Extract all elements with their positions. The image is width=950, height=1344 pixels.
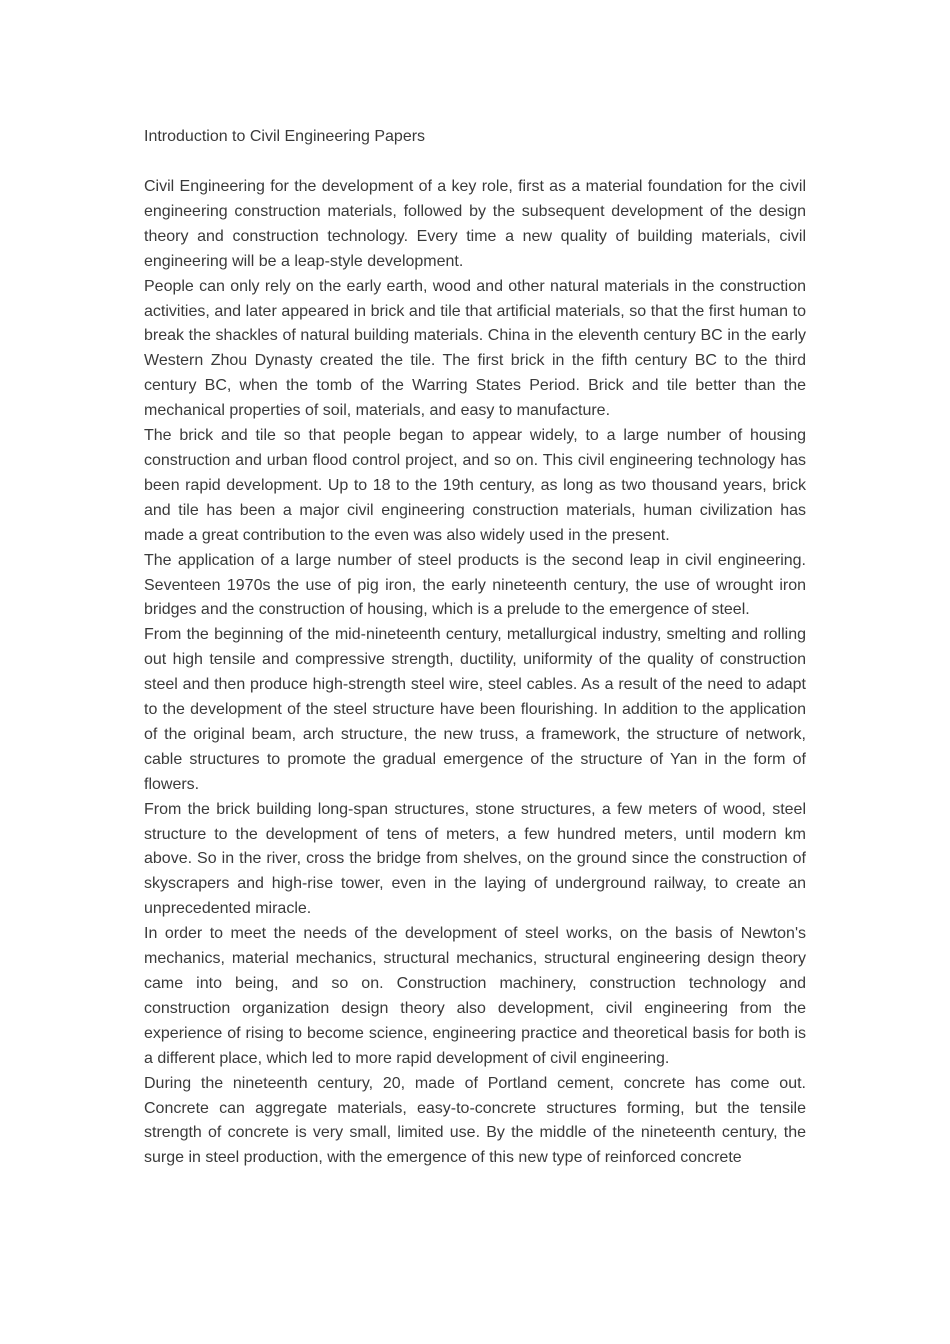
document-body	[144, 175, 806, 1171]
paragraph-1: Civil Engineering for the development of a key role, first as a material foundation for the civil engineering construction materials, followed by the subsequent development of the design theory and construction technology. Every time a new quality of building materials, civil engineering will be a leap-style development.	[144, 178, 806, 270]
paragraph-3: The brick and tile so that people began to appear widely, to a large number of housing construction and urban flood control project, and so on. This civil engineering technology has been rapid development. Up to 18 to the 19th century, as long as two thousand years, brick and tile has been a major civil engineering construction materials, human civilization has made a great contribution to the even was also widely used in the present.	[144, 427, 806, 544]
paragraph-4: The application of a large number of steel products is the second leap in civil engineering. Seventeen 1970s the use of pig iron, the early nineteenth century, the use of wrought iron bridges and the construction of housing, which is a prelude to the emergence of steel.	[144, 551, 806, 619]
paragraph-7: In order to meet the needs of the development of steel works, on the basis of Newton's mechanics, material mechanics, structural mechanics, structural engineering design theory came into being, and so on. Construction machinery, construction technology and construction organization design theory also development, civil engineering from the experience of rising to become science, engineering practice and theoretical basis for both is a different place, which led to more rapid development of civil engineering.	[144, 925, 806, 1067]
document-page	[144, 125, 806, 1171]
paragraph-2: People can only rely on the early earth, wood and other natural materials in the construction activities, and later appeared in brick and tile that artificial materials, so that the first human to break the shackles of natural building materials. China in the eleventh century BC in the early Western Zhou Dynasty created the tile. The first brick in the fifth century BC to the third century BC, when the tomb of the Warring States Period. Brick and tile better than the mechanical properties of soil, materials, and easy to manufacture.	[144, 277, 806, 420]
document-title: Introduction to Civil Engineering Papers	[144, 128, 426, 145]
paragraph-8: During the nineteenth century, 20, made of Portland cement, concrete has come out. Concrete can aggregate materials, easy-to-concrete structures forming, but the tensile strength of concrete is very small, limited use. By the middle of the nineteenth century, the surge in steel production, with the emergence of this new type of reinforced concrete	[144, 1074, 806, 1167]
paragraph-6: From the brick building long-span structures, stone structures, a few meters of wood, steel structure to the development of tens of meters, a few hundred meters, until modern km above. So in the river, cross the bridge from shelves, on the ground since the construction of skyscrapers and high-rise tower, even in the laying of underground railway, to create an unprecedented miracle.	[144, 800, 806, 918]
paragraph-5: From the beginning of the mid-nineteenth century, metallurgical industry, smelting and rolling out high tensile and compressive strength, ductility, uniformity of the quality of construction steel and then produce high-strength steel wire, steel cables. As a result of the need to adapt to the development of the steel structure have been flourishing. In addition to the application of the original beam, arch structure, the new truss, a framework, the structure of network, cable structures to promote the gradual emergence of the structure of Yan in the form of flowers.	[144, 626, 806, 793]
